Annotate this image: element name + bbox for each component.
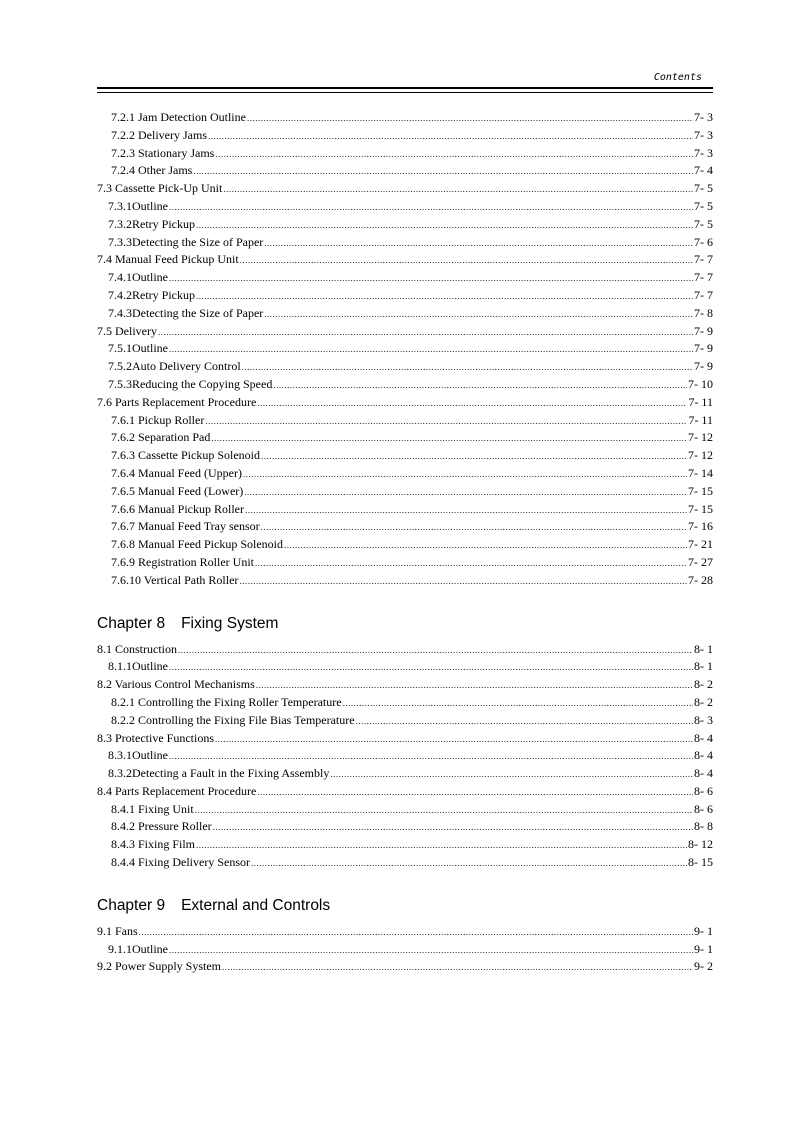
toc-entry-title: 8.1.1Outline [108, 659, 168, 674]
toc-entry-page: 8- 6 [694, 801, 713, 816]
dot-leader [211, 433, 687, 443]
toc-entry[interactable] [97, 146, 713, 164]
toc-entry-title: 7.6.4 Manual Feed (Upper) [111, 465, 242, 480]
dot-leader [261, 522, 687, 532]
toc-entry-title: 7.3.1Outline [108, 198, 168, 213]
toc-entry[interactable] [97, 359, 713, 377]
toc-entry-title: 7.2.2 Delivery Jams [111, 127, 207, 142]
toc-entry-title: 7.5.3Reducing the Copying Speed [108, 376, 273, 391]
toc-entry[interactable] [97, 217, 713, 235]
dot-leader [215, 149, 693, 159]
toc-entry-page: 7- 9 [694, 323, 713, 338]
toc-entry[interactable] [97, 413, 713, 431]
toc-entry[interactable] [97, 573, 713, 591]
dot-leader [356, 716, 693, 726]
toc-entry[interactable] [97, 784, 713, 802]
toc-entry-title: 8.4 Parts Replacement Procedure [97, 783, 257, 798]
toc-entry-title: 8.3 Protective Functions [97, 730, 214, 745]
toc-entry[interactable] [97, 942, 713, 960]
dot-leader [284, 540, 687, 550]
toc-entry[interactable] [97, 695, 713, 713]
toc-entry[interactable] [97, 677, 713, 695]
table-of-contents [97, 110, 713, 977]
dot-leader [257, 787, 693, 797]
dot-leader [205, 416, 687, 426]
toc-entry-title: 8.3.2Detecting a Fault in the Fixing Assembly [108, 766, 330, 781]
dot-leader [213, 822, 693, 832]
toc-entry-page: 9- 1 [694, 941, 713, 956]
header-rule-thick [97, 87, 713, 89]
toc-entry-page: 8- 12 [688, 837, 713, 852]
toc-entry[interactable] [97, 341, 713, 359]
toc-entry-page: 8- 1 [694, 641, 713, 656]
toc-entry[interactable] [97, 924, 713, 942]
toc-entry-page: 7- 9 [694, 359, 713, 374]
toc-entry-page: 8- 15 [688, 855, 713, 870]
toc-entry-page: 8- 6 [694, 783, 713, 798]
toc-entry[interactable] [97, 731, 713, 749]
chapter-number: Chapter 9 [97, 896, 166, 914]
toc-entry[interactable] [97, 288, 713, 306]
dot-leader [196, 291, 693, 301]
toc-entry-page: 7- 8 [694, 305, 713, 320]
toc-entry-title: 7.4 Manual Feed Pickup Unit [97, 252, 239, 267]
toc-entry[interactable] [97, 430, 713, 448]
toc-entry[interactable] [97, 306, 713, 324]
dot-leader [240, 255, 693, 265]
toc-entry-page: 7- 21 [688, 537, 713, 552]
toc-entry[interactable] [97, 324, 713, 342]
dot-leader [255, 558, 687, 568]
dot-leader [158, 327, 693, 337]
toc-entry-title: 7.2.1 Jam Detection Outline [111, 110, 246, 124]
toc-entry[interactable] [97, 270, 713, 288]
dot-leader [169, 945, 693, 955]
toc-entry-title: 7.6.9 Registration Roller Unit [111, 554, 254, 569]
toc-entry-title: 8.2.1 Controlling the Fixing Roller Temperature [111, 694, 342, 709]
toc-entry[interactable] [97, 748, 713, 766]
dot-leader [239, 576, 687, 586]
dot-leader [247, 113, 693, 123]
dot-leader [195, 805, 693, 815]
toc-entry-page: 7- 27 [688, 554, 713, 569]
toc-entry-page: 7- 16 [688, 519, 713, 534]
toc-entry-title: 7.5.2Auto Delivery Control [108, 359, 241, 374]
toc-entry-page: 7- 5 [694, 198, 713, 213]
toc-entry-page: 8- 3 [694, 712, 713, 727]
toc-entry[interactable] [97, 519, 713, 537]
toc-entry-page: 8- 2 [694, 694, 713, 709]
toc-entry[interactable] [97, 837, 713, 855]
toc-entry-page: 7- 15 [688, 483, 713, 498]
toc-entry-page: 7- 14 [688, 465, 713, 480]
toc-entry-title: 8.1 Construction [97, 641, 177, 656]
toc-entry-title: 7.5.1Outline [108, 341, 168, 356]
dot-leader [193, 166, 693, 176]
toc-entry[interactable] [97, 713, 713, 731]
toc-entry[interactable] [97, 484, 713, 502]
toc-entry-page: 7- 3 [694, 145, 713, 160]
header-rule-thin [97, 92, 713, 93]
toc-entry-title: 7.6 Parts Replacement Procedure [97, 394, 257, 409]
toc-entry-title: 9.1.1Outline [108, 941, 168, 956]
dot-leader [330, 769, 693, 779]
toc-entry-title: 7.6.2 Separation Pad [111, 430, 211, 445]
toc-entry[interactable] [97, 163, 713, 181]
toc-entry-title: 7.5 Delivery [97, 323, 157, 338]
dot-leader [169, 202, 693, 212]
dot-leader [264, 238, 693, 248]
dot-leader [242, 362, 693, 372]
chapter-title: Fixing System [181, 614, 279, 632]
dot-leader [208, 131, 693, 141]
toc-entry-page: 8- 4 [694, 748, 713, 763]
toc-entry[interactable] [97, 642, 713, 660]
toc-entry-page: 7- 12 [688, 430, 713, 445]
toc-entry-page: 8- 4 [694, 730, 713, 745]
toc-entry-title: 7.2.4 Other Jams [111, 163, 193, 178]
toc-entry-title: 8.3.1Outline [108, 748, 168, 763]
toc-entry-page: 7- 6 [694, 234, 713, 249]
toc-entry-page: 7- 5 [694, 216, 713, 231]
dot-leader [169, 344, 693, 354]
toc-entry[interactable] [97, 659, 713, 677]
toc-entry-page: 7- 4 [694, 163, 713, 178]
dot-leader [196, 220, 693, 230]
toc-entry-title: 8.4.1 Fixing Unit [111, 801, 194, 816]
toc-entry-page: 9- 2 [694, 959, 713, 974]
dot-leader [139, 927, 693, 937]
toc-entry-page: 8- 4 [694, 766, 713, 781]
chapter-number: Chapter 8 [97, 614, 166, 632]
toc-entry[interactable] [97, 537, 713, 555]
toc-entry-page: 7- 28 [688, 572, 713, 587]
dot-leader [169, 273, 693, 283]
dot-leader [261, 451, 687, 461]
dot-leader [243, 469, 687, 479]
toc-entry-title: 7.3 Cassette Pick-Up Unit [97, 181, 223, 196]
dot-leader [244, 487, 687, 497]
dot-leader [343, 698, 693, 708]
toc-entry-title: 9.2 Power Supply System [97, 959, 222, 974]
toc-entry[interactable] [97, 502, 713, 520]
toc-entry-page: 8- 8 [694, 819, 713, 834]
toc-entry-title: 8.4.4 Fixing Delivery Sensor [111, 855, 250, 870]
chapter-heading [97, 615, 713, 633]
toc-entry[interactable] [97, 959, 713, 977]
toc-entry-page: 7- 11 [688, 412, 713, 427]
toc-entry[interactable] [97, 555, 713, 573]
toc-entry[interactable] [97, 128, 713, 146]
chapter-title: External and Controls [181, 896, 331, 914]
dot-leader [178, 645, 693, 655]
dot-leader [257, 398, 687, 408]
toc-entry[interactable] [97, 377, 713, 395]
dot-leader [196, 840, 687, 850]
dot-leader [223, 184, 693, 194]
toc-entry[interactable] [97, 855, 713, 873]
toc-entry[interactable] [97, 395, 713, 413]
toc-entry-title: 7.6.1 Pickup Roller [111, 412, 205, 427]
toc-entry-page: 7- 7 [694, 287, 713, 302]
dot-leader [245, 505, 687, 515]
dot-leader [169, 662, 693, 672]
toc-entry-page: 7- 9 [694, 341, 713, 356]
toc-entry[interactable] [97, 110, 713, 128]
toc-entry[interactable] [97, 181, 713, 199]
toc-entry-title: 9.1 Fans [97, 923, 138, 938]
toc-entry-page: 9- 1 [694, 923, 713, 938]
dot-leader [264, 309, 693, 319]
dot-leader [273, 380, 687, 390]
toc-entry-page: 7- 3 [694, 127, 713, 142]
toc-entry[interactable] [97, 819, 713, 837]
toc-entry-title: 7.6.8 Manual Feed Pickup Solenoid [111, 537, 283, 552]
toc-entry[interactable] [97, 802, 713, 820]
toc-entry[interactable] [97, 235, 713, 253]
toc-entry[interactable] [97, 466, 713, 484]
toc-entry-title: 7.3.3Detecting the Size of Paper [108, 234, 264, 249]
running-header: Contents [653, 72, 702, 83]
toc-entry-title: 7.4.3Detecting the Size of Paper [108, 305, 264, 320]
toc-entry[interactable] [97, 199, 713, 217]
toc-entry-title: 7.4.2Retry Pickup [108, 287, 195, 302]
toc-entry-title: 7.6.5 Manual Feed (Lower) [111, 483, 244, 498]
toc-entry-title: 7.2.3 Stationary Jams [111, 145, 215, 160]
toc-entry-title: 8.4.3 Fixing Film [111, 837, 196, 852]
toc-entry-title: 7.6.3 Cassette Pickup Solenoid [111, 448, 260, 463]
chapter-heading [97, 897, 713, 915]
dot-leader [222, 962, 693, 972]
toc-entry-title: 8.2.2 Controlling the Fixing File Bias Temperature [111, 712, 355, 727]
toc-entry-page: 7- 15 [688, 501, 713, 516]
dot-leader [169, 751, 693, 761]
toc-entry[interactable] [97, 766, 713, 784]
toc-entry-title: 7.6.6 Manual Pickup Roller [111, 501, 244, 516]
dot-leader [251, 858, 687, 868]
toc-entry-title: 8.2 Various Control Mechanisms [97, 677, 255, 692]
toc-entry-page: 7- 5 [694, 181, 713, 196]
toc-entry-title: 7.6.10 Vertical Path Roller [111, 572, 239, 587]
dot-leader [215, 734, 693, 744]
toc-entry-page: 7- 12 [688, 448, 713, 463]
toc-entry-title: 8.4.2 Pressure Roller [111, 819, 212, 834]
toc-entry-title: 7.3.2Retry Pickup [108, 216, 195, 231]
toc-entry[interactable] [97, 448, 713, 466]
toc-entry-page: 7- 7 [694, 270, 713, 285]
toc-entry-page: 7- 10 [688, 376, 713, 391]
toc-entry[interactable] [97, 252, 713, 270]
toc-entry-page: 8- 1 [694, 659, 713, 674]
toc-entry-title: 7.4.1Outline [108, 270, 168, 285]
dot-leader [256, 680, 693, 690]
toc-entry-page: 7- 7 [694, 252, 713, 267]
toc-entry-page: 7- 3 [694, 110, 713, 124]
toc-entry-title: 7.6.7 Manual Feed Tray sensor [111, 519, 260, 534]
toc-entry-page: 7- 11 [688, 394, 713, 409]
toc-entry-page: 8- 2 [694, 677, 713, 692]
